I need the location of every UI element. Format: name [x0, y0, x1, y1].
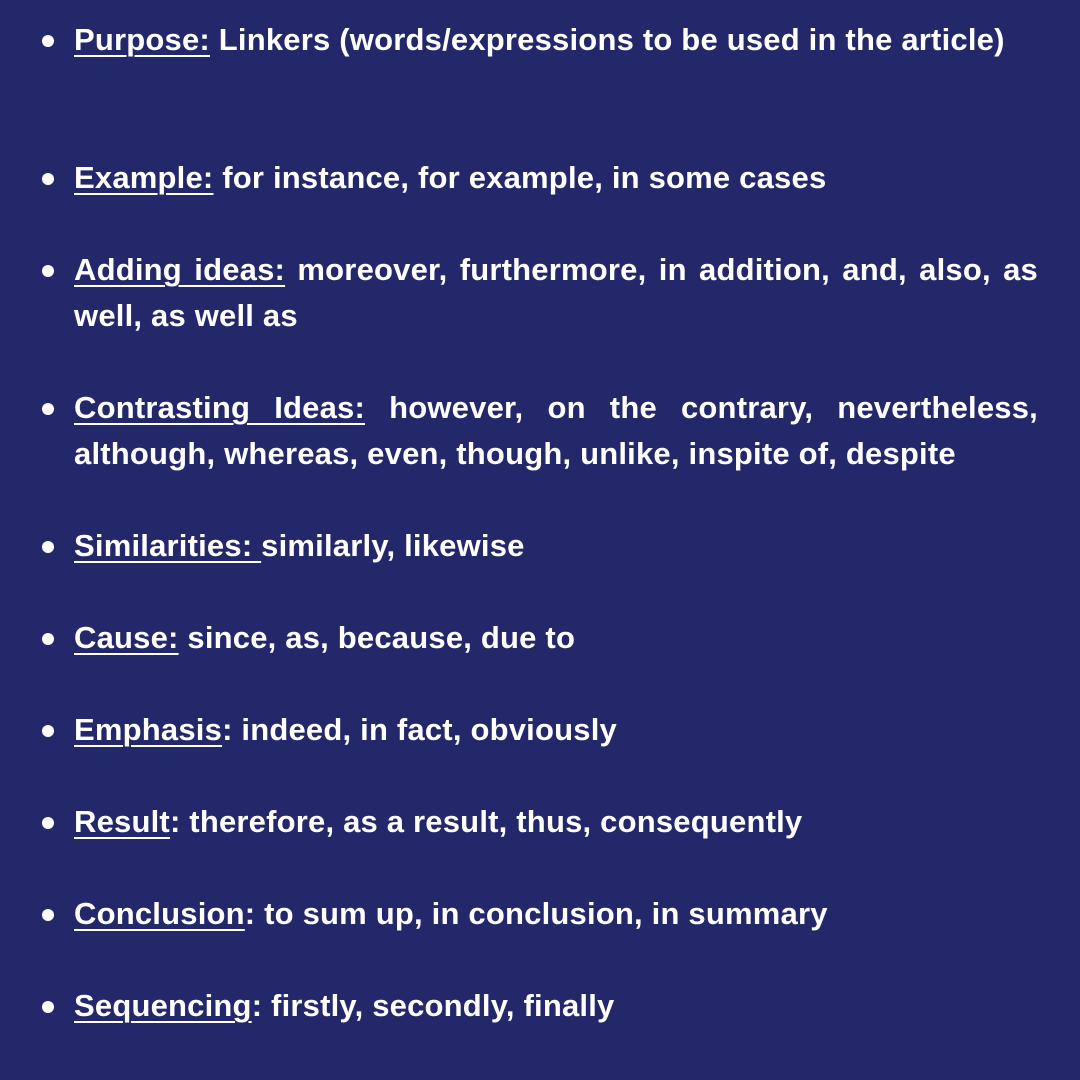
term-description: Linkers (words/expressions to be used in the article): [209, 22, 1005, 57]
term-label: Sequencing: [74, 988, 252, 1023]
term-separator: :: [169, 804, 181, 839]
list-item-cause: [74, 615, 1038, 661]
bullet-icon: [42, 541, 54, 553]
term-separator: :: [222, 712, 233, 747]
term-separator: :: [251, 988, 263, 1023]
term-description: since, as, because, due to: [178, 620, 576, 655]
term-label: Cause:: [74, 620, 179, 655]
term-description: for instance, for example, in some cases: [213, 160, 827, 195]
list-item-purpose: [74, 17, 1038, 63]
list-item-sequencing: [74, 983, 1038, 1029]
bullet-icon: [42, 265, 54, 277]
bullet-icon: [42, 725, 54, 737]
list-item-example: [74, 155, 1038, 201]
bullet-icon: [42, 1001, 54, 1013]
list-item-result: [74, 799, 1038, 845]
term-description: similarly, likewise: [261, 528, 525, 563]
bullet-icon: [42, 35, 54, 47]
bullet-icon: [42, 173, 54, 185]
list-item-adding-ideas: [74, 247, 1038, 339]
term-description: however, on the contrary, nevertheless, although, whereas, even, though, unlike, inspite of, despite: [74, 390, 1038, 471]
term-description: moreover, furthermore, in addition, and, also, as well, as well as: [74, 252, 1039, 333]
bullet-icon: [42, 909, 54, 921]
term-description: therefore, as a result, thus, consequently: [180, 804, 803, 839]
term-label: Example:: [74, 160, 214, 195]
term-separator: :: [244, 896, 256, 931]
term-label: Emphasis: [74, 712, 223, 747]
list-item-contrasting-ideas: [74, 385, 1038, 477]
term-label: Adding ideas:: [74, 252, 286, 287]
bullet-icon: [42, 817, 54, 829]
term-label: Result: [74, 804, 170, 839]
term-label: Similarities:: [74, 528, 262, 563]
bullet-icon: [42, 403, 54, 415]
term-description: indeed, in fact, obviously: [232, 712, 617, 747]
list-item-similarities: [74, 523, 1038, 569]
list-item-emphasis: [74, 707, 1038, 753]
list-item-conclusion: [74, 891, 1038, 937]
bullet-icon: [42, 633, 54, 645]
term-label: Purpose:: [74, 22, 210, 57]
term-label: Conclusion: [74, 896, 245, 931]
term-label: Contrasting Ideas:: [74, 390, 366, 425]
term-description: firstly, secondly, finally: [262, 988, 615, 1023]
term-description: to sum up, in conclusion, in summary: [255, 896, 828, 931]
